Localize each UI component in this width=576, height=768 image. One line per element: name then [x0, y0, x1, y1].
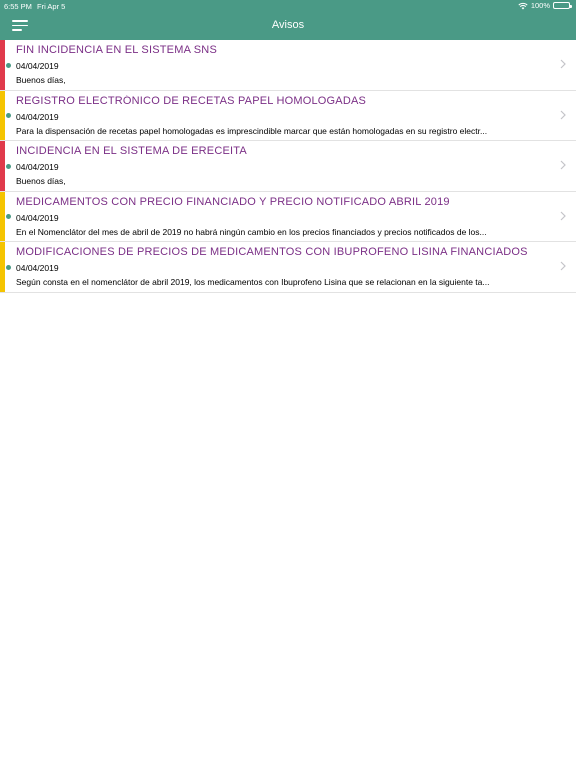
wifi-icon — [518, 2, 528, 10]
chevron-right-icon — [560, 59, 566, 69]
notice-date: 04/04/2019 — [16, 111, 59, 122]
battery-percent: 100% — [530, 1, 550, 10]
notice-preview: En el Nomenclátor del mes de abril de 2019 no habrá ningún cambio en los precios financiados y precios notificados de los... — [16, 226, 487, 237]
battery-icon — [553, 2, 570, 9]
chevron-right-icon — [560, 160, 566, 170]
notice-title: MODIFICACIONES DE PRECIOS DE MEDICAMENTOS CON IBUPROFENO LISINA FINANCIADOS — [16, 246, 528, 258]
unread-dot-icon — [6, 63, 11, 68]
page-title: Avisos — [271, 19, 305, 31]
notice-item[interactable] — [0, 40, 576, 91]
priority-stripe — [0, 91, 5, 141]
notice-preview: Buenos días, — [16, 176, 66, 186]
chevron-right-icon — [560, 261, 566, 271]
notice-item[interactable] — [0, 91, 576, 142]
notice-date: 04/04/2019 — [16, 212, 59, 223]
priority-stripe — [0, 141, 5, 191]
status-time: 6:55 PM — [4, 2, 32, 11]
priority-stripe — [0, 40, 5, 90]
unread-dot-icon — [6, 214, 11, 219]
notice-item[interactable] — [0, 242, 576, 293]
status-date: Fri Apr 5 — [37, 2, 66, 11]
app-header — [0, 0, 576, 40]
notice-item[interactable] — [0, 141, 576, 192]
notice-date: 04/04/2019 — [16, 61, 59, 71]
priority-stripe — [0, 192, 5, 242]
notice-preview: Buenos días, — [16, 75, 66, 85]
notice-title: INCIDENCIA EN EL SISTEMA DE ERECEITA — [16, 145, 247, 157]
notice-date: 04/04/2019 — [16, 162, 59, 172]
unread-dot-icon — [6, 113, 11, 118]
unread-dot-icon — [6, 164, 11, 169]
notice-title: REGISTRO ELECTRÓNICO DE RECETAS PAPEL HOMOLOGADAS — [16, 94, 367, 107]
notice-item[interactable] — [0, 192, 576, 243]
priority-stripe — [0, 242, 5, 292]
status-indicators — [518, 1, 570, 10]
unread-dot-icon — [6, 265, 11, 270]
notice-title: MEDICAMENTOS CON PRECIO FINANCIADO Y PRECIO NOTIFICADO ABRIL 2019 — [16, 195, 450, 208]
notice-preview: Para la dispensación de recetas papel homologadas es imprescindible marcar que están homologadas en su registro electr... — [16, 125, 488, 136]
notices-list — [0, 40, 576, 293]
notice-preview: Según consta en el nomenclátor de abril 2019, los medicamentos con Ibuprofeno Lisina que se relacionan en la siguiente ta... — [16, 277, 490, 287]
chevron-right-icon — [560, 211, 566, 221]
notice-title: FIN INCIDENCIA EN EL SISTEMA SNS — [16, 44, 217, 56]
status-bar — [0, 0, 576, 12]
notice-date: 04/04/2019 — [16, 263, 59, 273]
chevron-right-icon — [560, 110, 566, 120]
